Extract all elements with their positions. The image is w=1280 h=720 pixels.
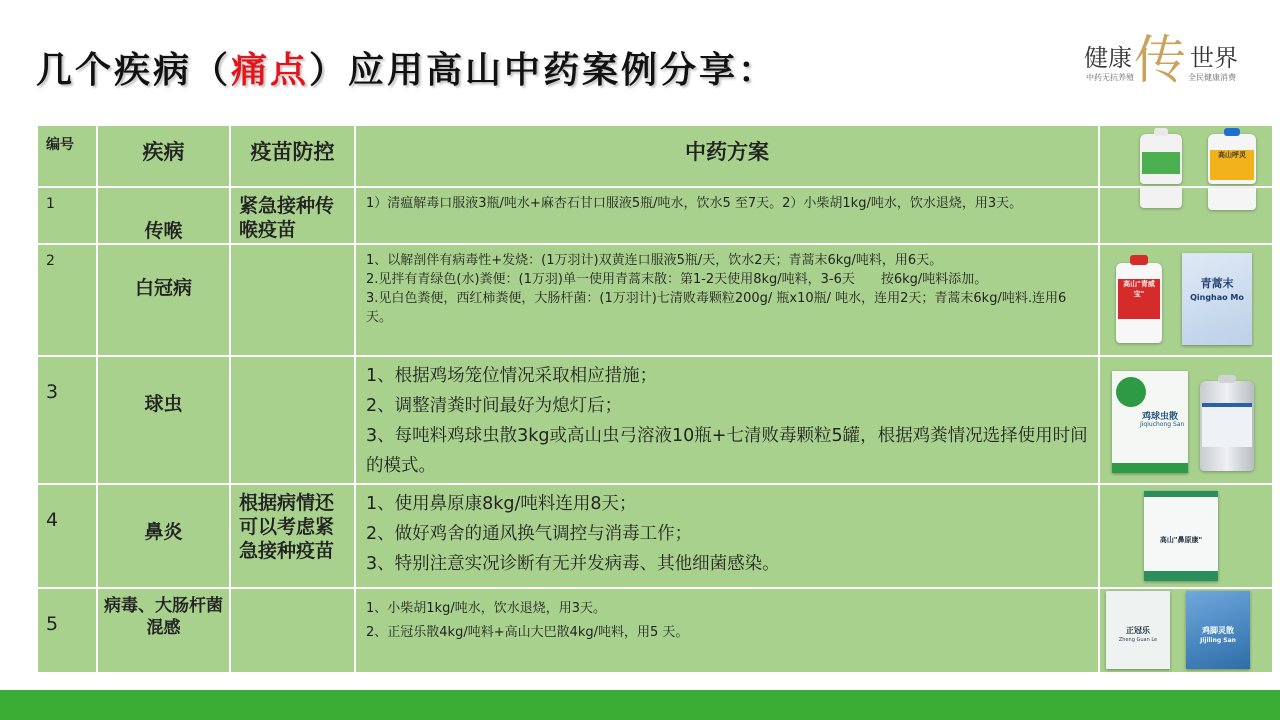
header-num: 编号	[46, 137, 74, 153]
logo-text-left: 健康	[1084, 44, 1132, 72]
scheme-line: 2、做好鸡舍的通风换气调控与消毒工作；	[366, 524, 693, 544]
product-images-row-1	[1100, 126, 1272, 184]
scheme-line: 1、小柴胡1kg/吨水，饮水退烧，用3天。	[366, 601, 606, 616]
brand-logo	[1084, 24, 1254, 91]
product-label-qinghaomo: 青蒿末	[1200, 277, 1234, 290]
product-label-hulin: 高山呼灵	[1210, 150, 1254, 180]
product-images-row-4	[1100, 485, 1272, 585]
row-vaccine	[231, 357, 354, 363]
product-images-row-5	[1100, 589, 1272, 670]
logo-tagline-right: 全民健康消费	[1188, 73, 1236, 82]
row-scheme	[356, 188, 1098, 213]
product-label-biyuankang: 高山"鼻原康"	[1159, 536, 1203, 544]
table-row	[37, 588, 1273, 673]
jiqiuchongsan-bag-image	[1112, 371, 1188, 473]
header-disease: 疾病	[142, 140, 185, 164]
row-vaccine: 根据病情还可以考虑紧急接种疫苗	[239, 492, 335, 562]
qingweibao-bottle-image	[1116, 263, 1162, 343]
title-highlight: 痛点	[231, 50, 310, 91]
row-vaccine: 紧急接种传喉疫苗	[239, 195, 335, 241]
qinghaomo-bag-image	[1182, 253, 1252, 345]
product-label-qinghaomo-en: Qinghao Mo	[1190, 293, 1244, 302]
white-bottle-image	[1140, 134, 1182, 184]
row-vaccine	[231, 589, 354, 595]
header-scheme: 中药方案	[685, 140, 769, 164]
logo-text-right: 世界	[1190, 44, 1238, 72]
table-row	[37, 484, 1273, 588]
logo-tagline-left: 中药无抗养殖	[1086, 73, 1134, 82]
product-images-row-3	[1100, 357, 1272, 481]
row-disease: 白冠病	[134, 277, 192, 299]
title-suffix: ）应用高山中药案例分享：	[309, 50, 778, 91]
row-scheme	[356, 485, 1098, 579]
row-disease: 鼻炎	[144, 521, 183, 543]
scheme-line: 3、特别注意实况诊断有无并发病毒、其他细菌感染。	[366, 554, 780, 574]
scheme-line: 3.见白色粪便，西红柿粪便，大肠杆菌：(1万羽计)七清败毒颗粒200g/ 瓶x10瓶/ 吨水，连用2天；青蒿末6kg/吨料.连用6天。	[366, 291, 1067, 325]
row-disease: 传喉	[144, 220, 183, 242]
table-row	[37, 356, 1273, 484]
row-num: 2	[46, 253, 55, 269]
product-images-row-1-bottom	[1100, 188, 1272, 241]
row-disease: 球虫	[144, 393, 183, 415]
header-vaccine: 疫苗防控	[250, 140, 335, 164]
footer-bar	[0, 690, 1280, 720]
row-vaccine	[231, 245, 354, 251]
scheme-line: 3、每吨料鸡球虫散3kg或高山虫弓溶液10瓶+七清败毒颗粒5罐，根据鸡粪情况选择使用时间的模式。	[366, 426, 1088, 476]
row-scheme	[356, 357, 1098, 481]
row-num: 3	[46, 381, 59, 403]
row-disease: 病毒、大肠杆菌混感	[104, 596, 223, 638]
row-num: 5	[46, 613, 59, 635]
product-label-jijiaolingsan-en: Jijiling San	[1200, 637, 1236, 644]
hulin-bottle-image	[1208, 134, 1256, 184]
row-scheme	[356, 589, 1098, 645]
logo-mark: 传	[1134, 31, 1187, 91]
table-row	[37, 244, 1273, 356]
jijiaolingsan-bag-image	[1186, 591, 1250, 669]
scheme-line: 2、调整清粪时间最好为熄灯后；	[366, 396, 623, 416]
scheme-line: 1）清瘟解毒口服液3瓶/吨水+麻杏石甘口服液5瓶/吨水，饮水5 至7天。2）小柴胡1kg/吨水，饮水退烧，用3天。	[366, 196, 1023, 211]
scheme-line: 1、使用鼻原康8kg/吨料连用8天；	[366, 494, 637, 514]
scheme-line: 1、根据鸡场笼位情况采取相应措施；	[366, 366, 658, 386]
title-prefix: 几个疾病（	[36, 50, 232, 91]
zhengguanle-bag-image	[1106, 591, 1170, 669]
row-scheme	[356, 245, 1098, 327]
table-header-row	[37, 125, 1273, 187]
scheme-line: 2.见拌有青绿色(水)粪便：(1万羽)单一使用青蒿末散：第1-2天使用8kg/吨料，3-6天 按6kg/吨料添加。	[366, 272, 988, 287]
product-label-jijiaolingsan: 鸡脚灵散	[1202, 626, 1234, 635]
product-images-row-2	[1100, 245, 1272, 353]
biyuankang-bag-image	[1144, 491, 1218, 581]
product-label-zhengguanle-en: Zheng Guan Le	[1118, 637, 1158, 643]
row-num: 1	[46, 196, 55, 212]
scheme-line: 2、正冠乐散4kg/吨料+高山大巴散4kg/吨料，用5 天。	[366, 625, 689, 640]
row-num: 4	[46, 509, 59, 531]
scheme-line: 1、以解剖伴有病毒性+发烧：(1万羽计)双黄连口服液5瓶/天，饮水2天；青蒿末6kg/吨料，用6天。	[366, 253, 943, 268]
product-label-zhengguanle: 正冠乐	[1126, 626, 1150, 635]
page-title	[36, 42, 777, 93]
treatment-table	[36, 124, 1274, 674]
product-label-qingweibao: 高山"青威宝"	[1118, 279, 1160, 319]
product-label-jiqiuchongsan: 鸡球虫散	[1142, 412, 1179, 422]
table-row	[37, 187, 1273, 244]
grey-bottle-image	[1200, 381, 1254, 471]
product-label-jiqiuchongsan-en: Jiqiuchong San	[1140, 421, 1185, 428]
